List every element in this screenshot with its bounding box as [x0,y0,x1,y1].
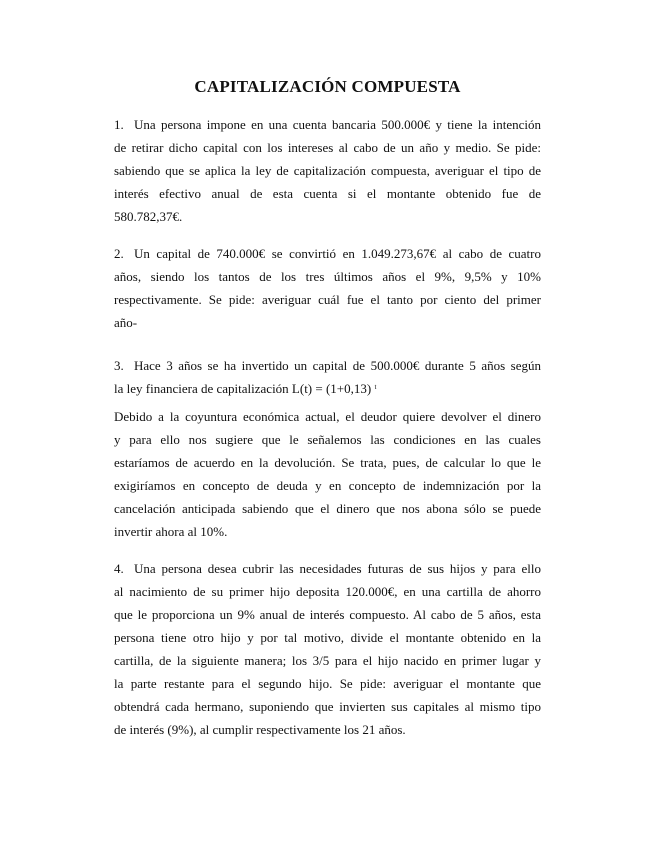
problem-1-line-2: de retirar dicho capital con los intereses al cabo de un año y medio. Se pide: [114,140,541,155]
problem-1-line-5: 580.782,37€. [114,209,183,224]
problem-1-line-1: 1. Una persona impone en una cuenta bancaria 500.000€ y tiene la intención [114,117,541,132]
problem-4-line-7: obtendrá cada hermano, suponiendo que invierten sus capitales al mismo tipo [114,699,541,714]
problem-3-line-8: invertir ahora al 10%. [114,524,228,539]
problem-2-line-3: respectivamente. Se pide: averiguar cuál fue el tanto por ciento del primer [114,292,541,307]
problem-3-line-6: exigiríamos en concepto de deuda y en concepto de indemnización por la [114,478,541,493]
problem-number: 1. [114,117,124,132]
formula-exponent: t [374,383,377,391]
problem-3-line-1: 3. Hace 3 años se ha invertido un capital de 500.000€ durante 5 años según [114,358,541,373]
problem-3-line-5: estaríamos de acuerdo en la devolución. Se trata, pues, de calcular lo que le [114,455,541,470]
problem-1-line-4: interés efectivo anual de esta cuenta si el montante obtenido fue de [114,186,541,201]
problem-4-line-8: de interés (9%), al cumplir respectivamente los 21 años. [114,722,406,737]
problem-4-line-2: al nacimiento de su primer hijo deposita 120.000€, en una cartilla de ahorro [114,584,541,599]
problem-4-line-4: persona tiene otro hijo y por tal motivo, divide el montante obtenido en la [114,630,541,645]
problem-2-line-2: años, siendo los tantos de los tres últimos años el 9%, 9,5% y 10% [114,269,541,284]
problem-1-line-3: sabiendo que se aplica la ley de capitalización compuesta, averiguar el tipo de [114,163,541,178]
page-title: CAPITALIZACIÓN COMPUESTA [194,77,461,96]
problem-3-line-7: cancelación anticipada sabiendo que el dinero que nos abona sólo se puede [114,501,541,516]
problem-2-line-4: año- [114,315,138,330]
problem-number: 2. [114,246,124,261]
problem-3-line-3: Debido a la coyuntura económica actual, el deudor quiere devolver el dinero [114,409,541,424]
problem-4-line-5: cartilla, de la siguiente manera; los 3/5 para el hijo nacido en primer lugar y [114,653,541,668]
problem-3-formula-line: la ley financiera de capitalización L(t) = (1+0,13) $^t$ [114,381,377,396]
problem-4-line-1: 4. Una persona desea cubrir las necesidades futuras de sus hijos y para ello [114,561,541,576]
problem-number: 4. [114,561,124,576]
problem-2-line-1: 2. Un capital de 740.000€ se convirtió en 1.049.273,67€ al cabo de cuatro [114,246,541,261]
problem-3-line-4: y para ello nos sugiere que le señalemos las condiciones en las cuales [114,432,541,447]
problem-number: 3. [114,358,124,373]
problem-4-line-6: la parte restante para el segundo hijo. Se pide: averiguar el montante que [114,676,541,691]
problem-4-line-3: que le proporciona un 9% anual de interés compuesto. Al cabo de 5 años, esta [114,607,541,622]
